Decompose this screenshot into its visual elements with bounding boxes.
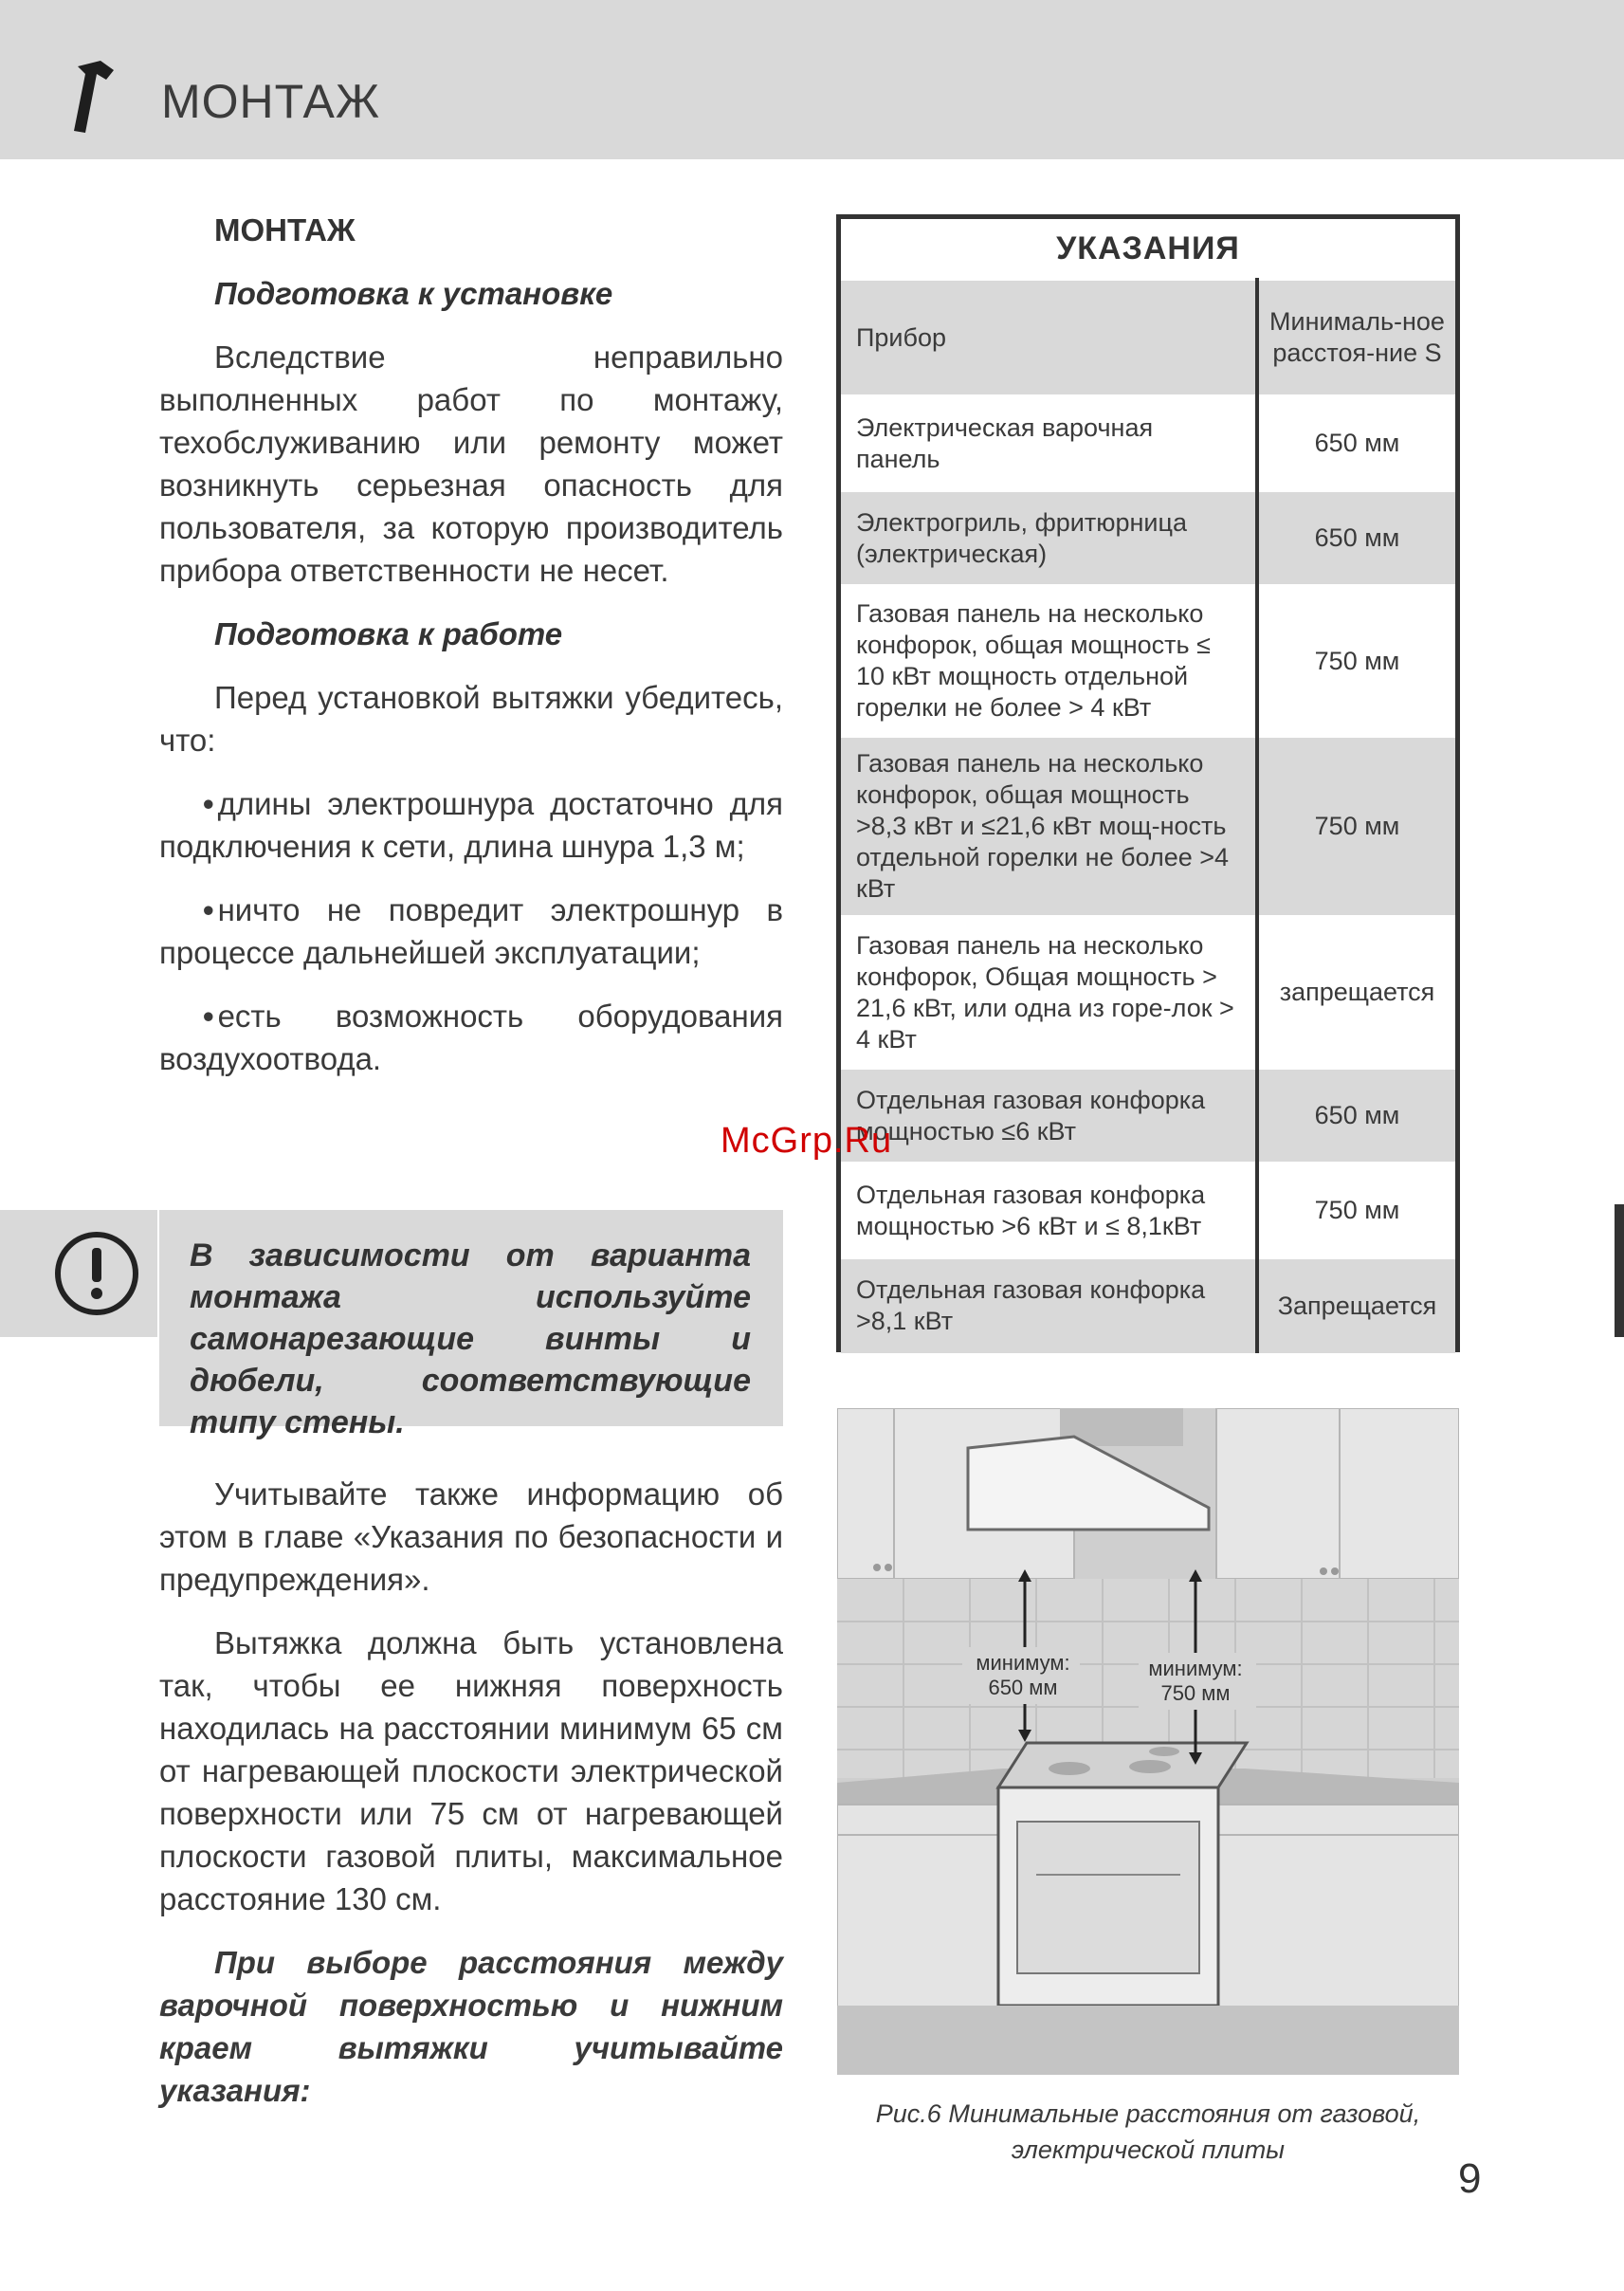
page-header	[0, 0, 1624, 159]
cell-distance: 650 мм	[1257, 491, 1455, 586]
cell-device: Отдельная газовая конфорка мощностью >6 кВт и ≤ 8,1кВт	[841, 1164, 1257, 1258]
table-header-row	[841, 280, 1455, 396]
cell-distance: 750 мм	[1257, 737, 1455, 917]
hammer-icon	[68, 59, 121, 135]
column-header-device: Прибор	[841, 280, 1257, 396]
min-label-650-b: 650 мм	[988, 1676, 1058, 1699]
table-row	[841, 586, 1455, 737]
page-number: 9	[1458, 2155, 1482, 2202]
edge-marker	[1615, 1204, 1624, 1337]
figure-caption: Рис.6 Минимальные расстояния от газовой, электрической плиты	[875, 2099, 1421, 2164]
column-header-distance: Минималь-ное расстоя-ние S	[1257, 280, 1455, 396]
table-row	[841, 1258, 1455, 1353]
cell-distance: 750 мм	[1257, 586, 1455, 737]
table-row	[841, 1069, 1455, 1164]
warning-text: В зависимости от варианта монтажа используйте самонарезающие винты и дюбели, соответствующие типу стены.	[190, 1237, 751, 1440]
cell-device: Отдельная газовая конфорка мощностью ≤6 кВт	[841, 1069, 1257, 1164]
min-label-650-a: минимум:	[976, 1651, 1070, 1675]
min-label-750-b: 750 мм	[1160, 1681, 1231, 1705]
cell-distance: 650 мм	[1257, 396, 1455, 491]
paragraph-note: При выборе расстояния между варочной поверхностью и нижним краем вытяжки учитывайте указания:	[159, 1945, 783, 2108]
left-column-bottom	[159, 1473, 783, 2133]
cell-device: Электрическая варочная панель	[841, 396, 1257, 491]
cell-distance: Запрещается	[1257, 1258, 1455, 1353]
cell-distance: 750 мм	[1257, 1164, 1455, 1258]
instructions-table	[836, 214, 1460, 1352]
cell-device: Электрогриль, фритюрница (электрическая)	[841, 491, 1257, 586]
table-row	[841, 917, 1455, 1069]
list-item: • ничто не повредит электрошнур в процессе дальнейшей эксплуатации;	[159, 892, 783, 970]
list-item: • есть возможность оборудования воздухоотвода.	[159, 999, 783, 1076]
table-row	[841, 396, 1455, 491]
cell-device: Газовая панель на несколько конфорок, общая мощность >8,3 кВт и ≤21,6 кВт мощ-ность отдельной горелки не более >4 кВт	[841, 737, 1257, 917]
table-row	[841, 737, 1455, 917]
kitchen-illustration	[837, 1408, 1459, 2075]
table-title: УКАЗАНИЯ	[1056, 230, 1240, 266]
paragraph-height: Вытяжка должна быть установлена так, чтобы ее нижняя поверхность находилась на расстоянии минимум 65 см от нагревающей плоскости электрической поверхности или 75 см от нагревающей плоскости газовой плиты, максимальное расстояние 130 см.	[159, 1625, 783, 1916]
cell-device: Газовая панель на несколько конфорок, общая мощность ≤ 10 кВт мощность отдельной горелки не более > 4 кВт	[841, 586, 1257, 737]
paragraph-check: Перед установкой вытяжки убедитесь, что:	[159, 680, 783, 758]
paragraph-warning-install: Вследствие неправильно выполненных работ по монтажу, техобслуживанию или ремонту может возникнуть серьезная опасность для пользователя, за которую производитель прибора ответственности не несет.	[159, 339, 783, 588]
cell-distance: 650 мм	[1257, 1069, 1455, 1164]
cell-distance: запрещается	[1257, 917, 1455, 1069]
page-title: МОНТАЖ	[161, 75, 381, 128]
min-label-750-a: минимум:	[1148, 1657, 1243, 1680]
subheading-preparation-work: Подготовка к работе	[214, 616, 563, 651]
table-row	[841, 1164, 1455, 1258]
distance-table	[841, 278, 1455, 1353]
section-heading: МОНТАЖ	[214, 212, 356, 247]
paragraph-see-safety: Учитывайте также информацию об этом в главе «Указания по безопасности и предупреждения».	[159, 1476, 783, 1597]
cell-device: Отдельная газовая конфорка >8,1 кВт	[841, 1258, 1257, 1353]
watermark: McGrp.Ru	[721, 1121, 893, 1161]
cell-device: Газовая панель на несколько конфорок, Общая мощность > 21,6 кВт, или одна из горе-лок > 4 кВт	[841, 917, 1257, 1069]
subheading-preparation-install: Подготовка к установке	[214, 276, 613, 311]
table-row	[841, 491, 1455, 586]
left-column-top	[159, 209, 783, 1101]
list-item: • длины электрошнура достаточно для подключения к сети, длина шнура 1,3 м;	[159, 786, 783, 864]
exclamation-icon	[52, 1229, 141, 1318]
